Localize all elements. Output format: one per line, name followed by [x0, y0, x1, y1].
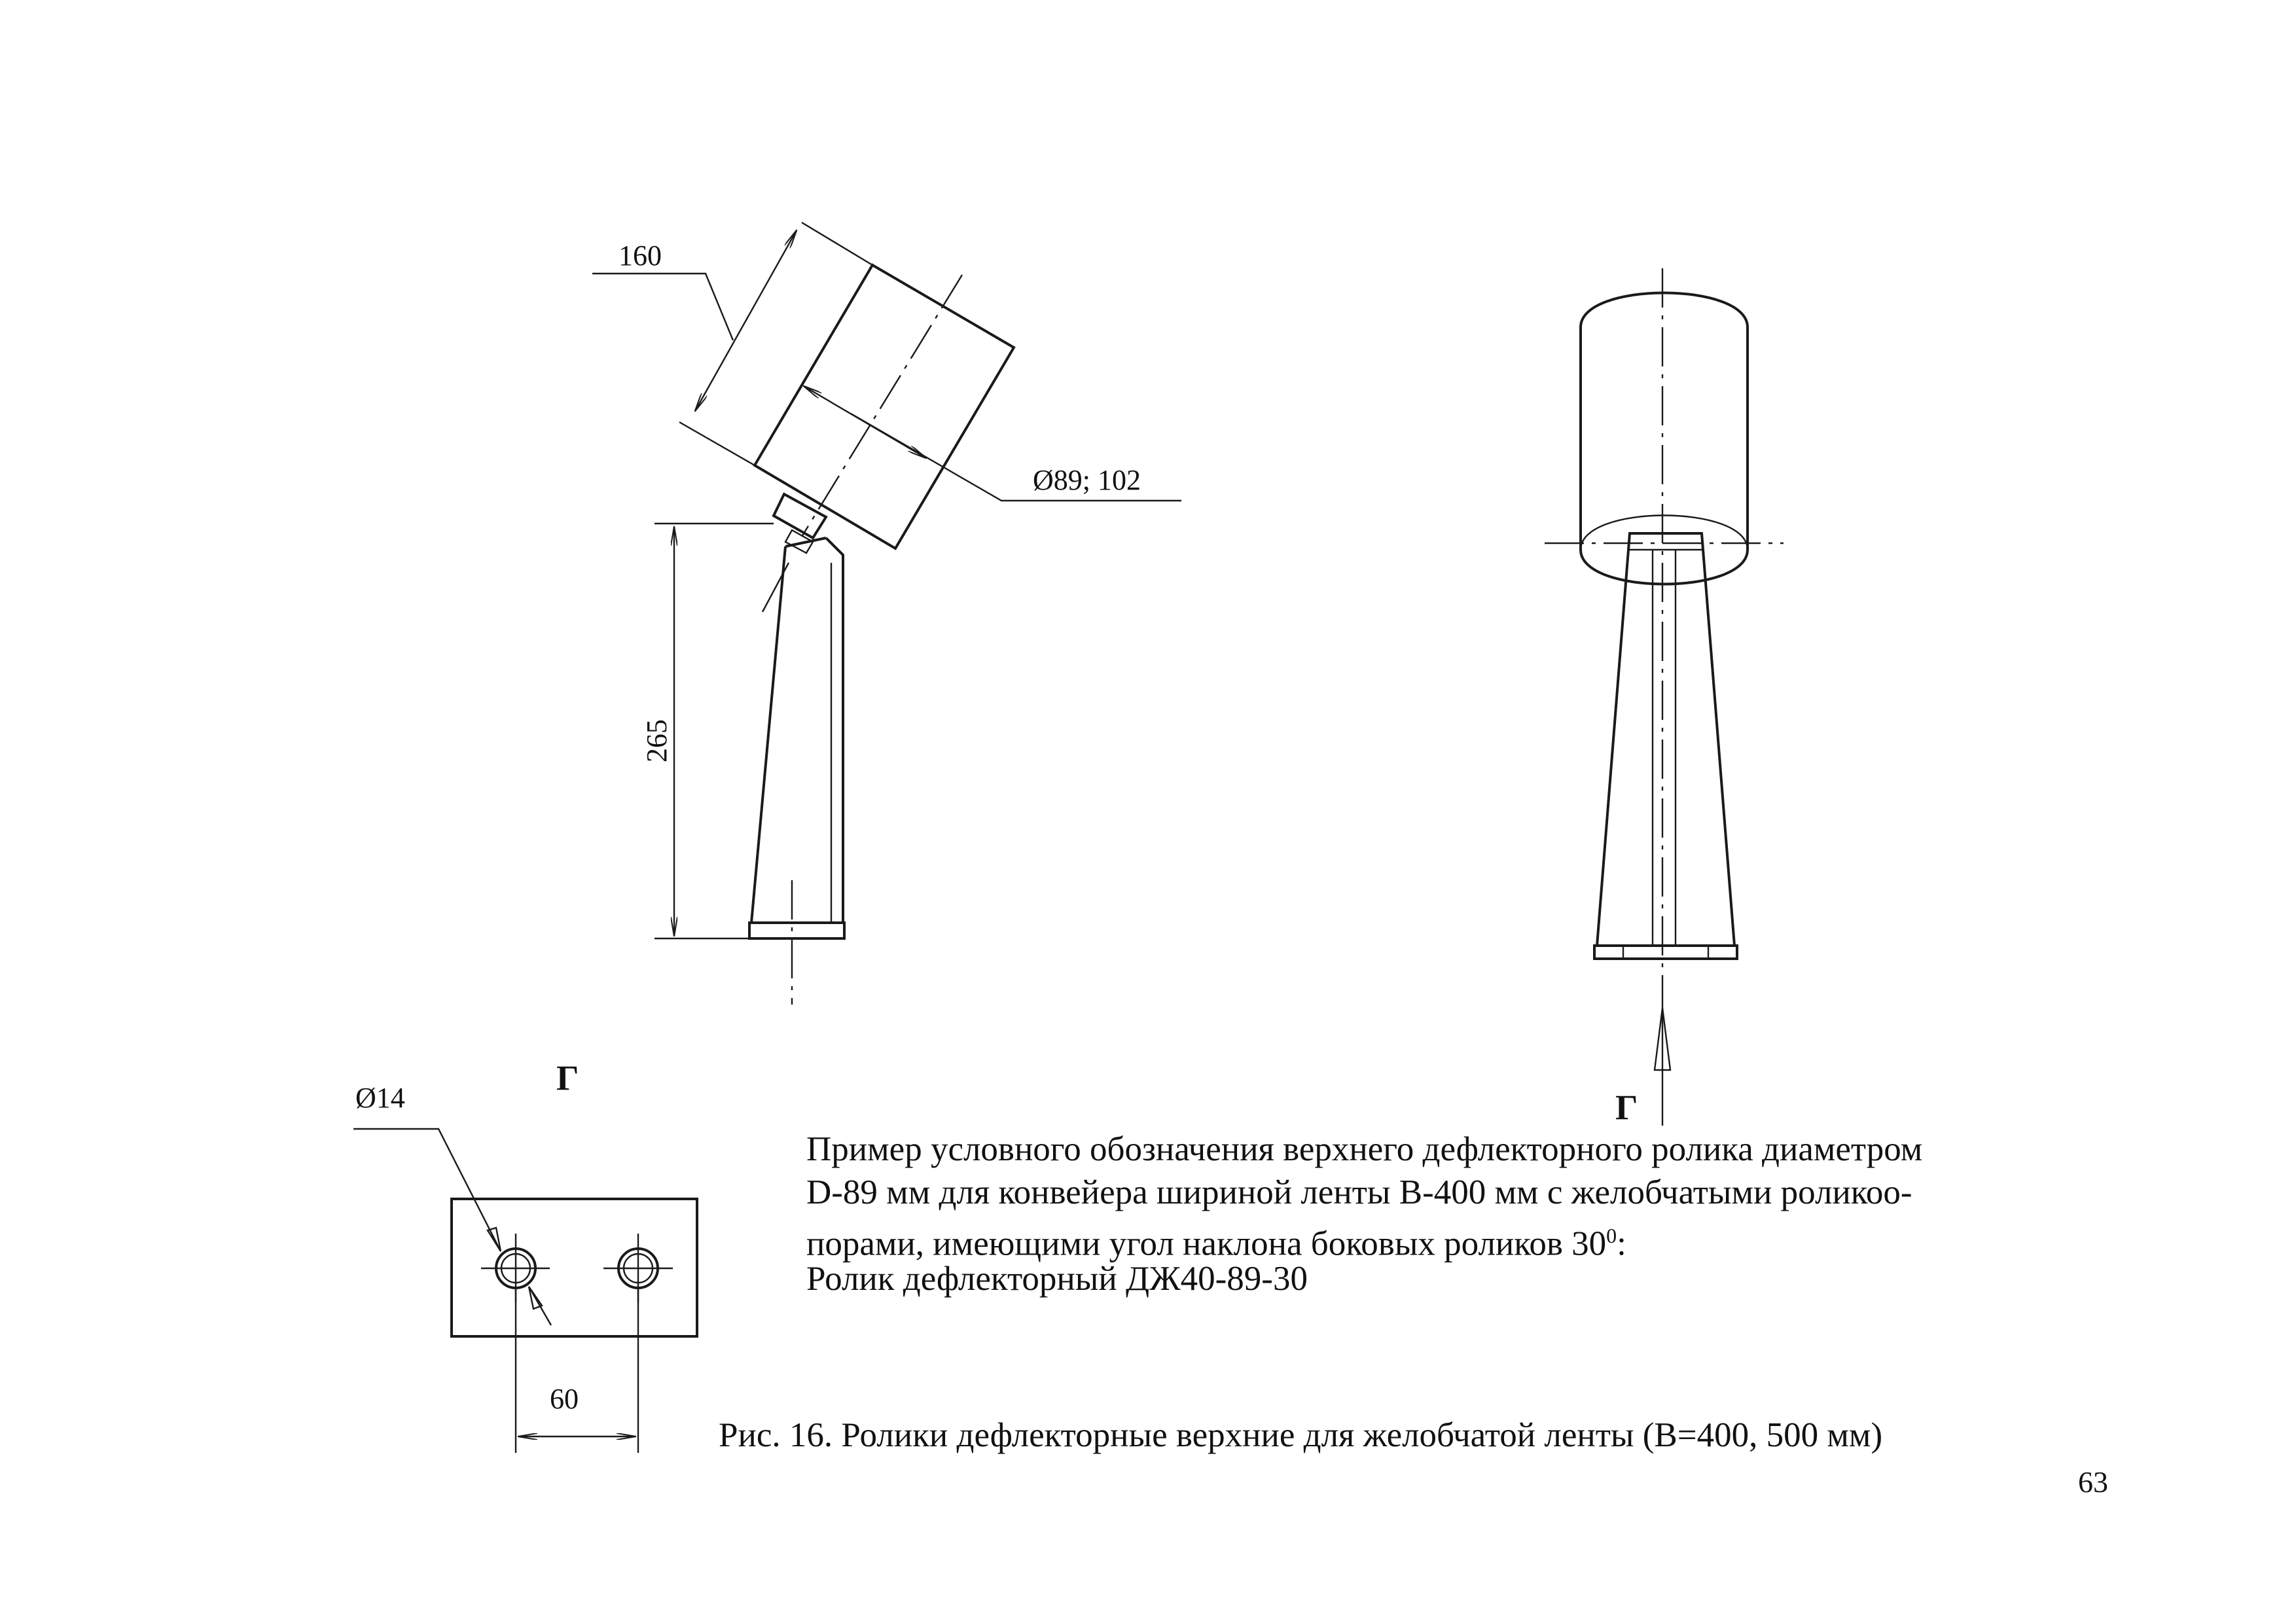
front-view [1545, 268, 1784, 1127]
hole-diameter-label: Ø14 [355, 1082, 405, 1114]
base-plate-front [1594, 946, 1737, 959]
figure-caption: Рис. 16. Ролики дефлекторные верхние для желобчатой ленты (В=400, 500 мм) [719, 1416, 1883, 1454]
designation-line-3-text: порами, имеющими угол наклона боковых роликов 30 [806, 1224, 1607, 1263]
page-number: 63 [2078, 1465, 2108, 1499]
spacing-label: 60 [550, 1383, 579, 1415]
bracket-rear-edge [826, 538, 843, 923]
base-plate-side [749, 923, 844, 938]
view-label-right: Г [1615, 1088, 1638, 1127]
hole-diameter-arrow-top [488, 1228, 501, 1251]
roller-body-side [755, 265, 1014, 548]
hole-diameter-leader [353, 1129, 501, 1251]
side-view [592, 223, 1181, 1005]
view-label-left: Г [556, 1058, 579, 1097]
weld-mark [762, 563, 789, 612]
length-leader [592, 274, 733, 340]
bracket-front-edge [751, 546, 785, 923]
length-extension-top [802, 223, 872, 265]
bracket-front [1597, 533, 1734, 946]
length-dimension-line [695, 230, 797, 411]
degree-superscript: 0 [1606, 1224, 1617, 1247]
height-label: 265 [641, 719, 673, 762]
bracket-bend [785, 538, 826, 546]
roller-body-front [1581, 293, 1748, 584]
plate-view [353, 1058, 697, 1453]
designation-line-3-suffix: : [1617, 1224, 1626, 1263]
designation-line-2: D-89 мм для конвейера шириной ленты В-400 мм с желобчатыми роликоо- [806, 1173, 1912, 1211]
diameter-label: Ø89; 102 [1033, 464, 1141, 496]
length-label: 160 [619, 240, 662, 272]
roller-axis-line [802, 275, 962, 537]
length-extension-bottom [679, 422, 755, 465]
designation-line-4: Ролик дефлекторный ДЖ40-89-30 [806, 1260, 1308, 1298]
designation-line-1: Пример условного обозначения верхнего дефлекторного ролика диаметром [806, 1130, 1923, 1168]
roller-hub [774, 494, 826, 538]
